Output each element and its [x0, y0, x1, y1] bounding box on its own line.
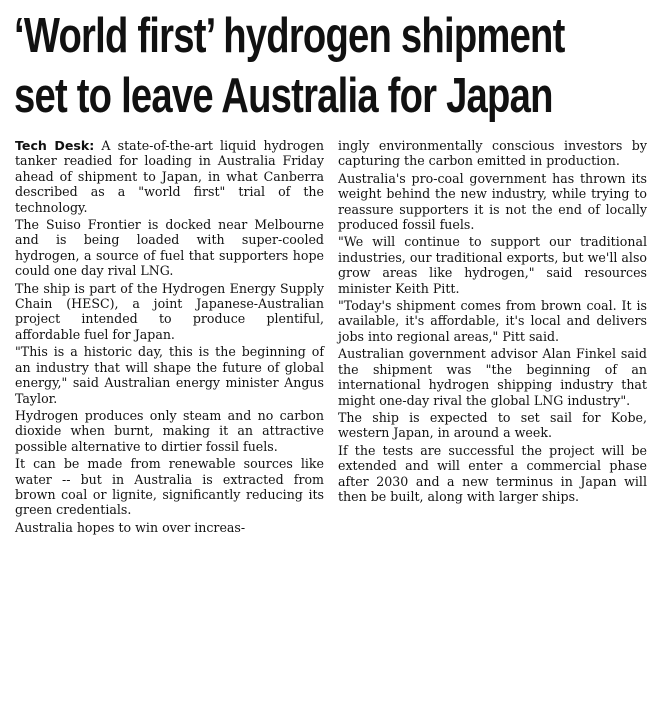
paragraph: "This is a historic day, this is the beginning of an industry that will shape the future of global energy," said Australian energy minister Angus Taylor.: [15, 344, 324, 406]
byline: Tech Desk:: [15, 138, 95, 153]
paragraph: "We will continue to support our traditional industries, our traditional exports, but we'll also grow areas like hydrogen," said resources minister Keith Pitt.: [338, 234, 647, 296]
paragraph: Australia's pro-coal government has thrown its weight behind the new industry, while trying to reassure supporters it is not the end of locally produced fossil fuels.: [338, 170, 647, 233]
paragraph-text: A state-of-the-art liquid hydrogen tanker readied for loading in Australia Friday ahead of shipment to Japan, in what Canberra described as a "world first" trial of the technology.: [15, 138, 324, 215]
paragraph: ingly environmentally conscious investors by capturing the carbon emitted in production.: [338, 138, 647, 169]
paragraph: The Suiso Frontier is docked near Melbourne and is being loaded with super-cooled hydrogen, a source of fuel that supporters hope could one day rival LNG.: [15, 217, 324, 279]
right-column: [338, 138, 647, 713]
paragraph: "Today's shipment comes from brown coal. It is available, it's affordable, it's local and delivers jobs into regional areas," Pitt said.: [338, 298, 647, 344]
paragraph: [15, 138, 324, 215]
paragraph: Australia hopes to win over increas-: [15, 519, 246, 535]
paragraph: If the tests are successful the project will be extended and will enter a commercial phase after 2030 and a new terminus in Japan will then be built, along with larger ships.: [338, 442, 647, 504]
paragraph: The ship is part of the Hydrogen Energy Supply Chain (HESC), a joint Japanese-Australian project intended to produce plentiful, affordable fuel for Japan.: [15, 280, 324, 342]
paragraph: Hydrogen produces only steam and no carbon dioxide when burnt, making it an attractive possible alternative to dirtier fossil fuels.: [15, 407, 324, 454]
paragraph: It can be made from renewable sources like water -- but in Australia is extracted from brown coal or lignite, significantly reducing its green credentials.: [15, 456, 324, 518]
left-column: [15, 138, 324, 713]
headline-line-2: set to leave Australia for Japan: [14, 69, 553, 123]
paragraph: The ship is expected to set sail for Kobe, western Japan, in around a week.: [338, 409, 647, 441]
headline-line-1: ‘World first’ hydrogen shipment: [14, 9, 565, 63]
article-body: [15, 138, 647, 713]
headline: [14, 6, 650, 126]
paragraph: Australian government advisor Alan Finkel said the shipment was "the beginning of an international hydrogen shipping industry that might one-day rival the global LNG industry".: [338, 346, 647, 408]
